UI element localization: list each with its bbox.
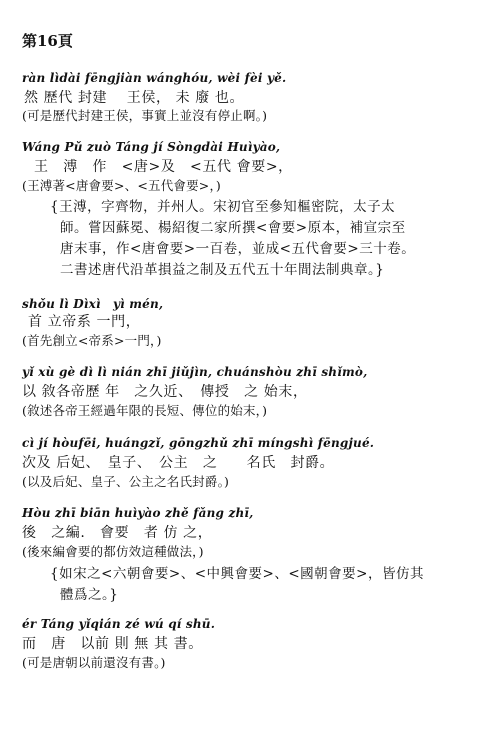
pinyin-line: ér Táng yǐqián zé wú qí shū. xyxy=(22,617,216,631)
pinyin-line: shǒu lì Dìxì yì mén, xyxy=(22,297,164,311)
pinyin-line: yǐ xù gè dì lì nián zhī jiǔjìn, chuánshòu zhī shǐmò, xyxy=(22,365,368,379)
chinese-line: 以 敘各帝歷 年 之久近、 傳授 之 始末， xyxy=(22,384,308,400)
gloss-line: (首先創立<帝系>一門，) xyxy=(22,333,162,348)
note-line: 體爲之。} xyxy=(60,587,119,603)
note-line: {如宋之<六朝會要>、<中興會要>、<國朝會要>，皆仿其 xyxy=(50,566,424,582)
gloss-line: (敘述各帝王經過年限的長短、傳位的始末，) xyxy=(22,403,268,418)
gloss-line: (可是唐朝以前還沒有書。) xyxy=(22,655,166,670)
gloss-line: (可是歷代封建王侯，事實上並沒有停止啊。) xyxy=(22,108,268,123)
chinese-line: 首 立帝系 一門， xyxy=(28,314,141,330)
note-line: {王溥，字齊物，并州人。宋初官至參知樞密院，太子太 xyxy=(50,199,396,215)
gloss-line: (以及后妃、皇子、公主之名氏封爵。) xyxy=(22,474,230,489)
pinyin-line: ràn lìdài fēngjiàn wánghóu, wèi fèi yě. xyxy=(22,71,287,85)
note-line: 二書述唐代沿革損益之制及五代五十年間法制典章。} xyxy=(60,262,385,278)
chinese-line: 然 歷代 封建 王侯， 未 廢 也。 xyxy=(24,90,245,106)
chinese-line: 後 之編. 會要 者 仿 之， xyxy=(22,525,213,541)
pinyin-line: cì jí hòufēi, huángzǐ, gōngzhǔ zhī míngshì fēngjué. xyxy=(22,436,375,450)
chinese-line: 次及 后妃、 皇子、 公主 之 名氏 封爵。 xyxy=(22,455,335,471)
page-number-header: 第16頁 xyxy=(22,32,73,50)
pinyin-line: Hòu zhī biān huìyào zhě fǎng zhī, xyxy=(22,506,254,520)
pinyin-line: Wáng Pǔ zuò Táng jí Sòngdài Huìyào, xyxy=(22,140,281,154)
gloss-line: (後來編會要的都仿效這種做法，) xyxy=(22,544,204,559)
chinese-line: 王 溥 作 <唐>及 <五代 會要>， xyxy=(34,159,293,175)
gloss-line: (王溥著<唐會要>、<五代會要>，) xyxy=(22,178,221,193)
note-line: 師。嘗因蘇冕、楊紹復二家所撰<會要>原本，補宣宗至 xyxy=(60,220,406,236)
chinese-line: 而 唐 以前 則 無 其 書。 xyxy=(22,636,203,652)
note-line: 唐末事，作<唐會要>一百卷，並成<五代會要>三十卷。 xyxy=(60,241,416,257)
